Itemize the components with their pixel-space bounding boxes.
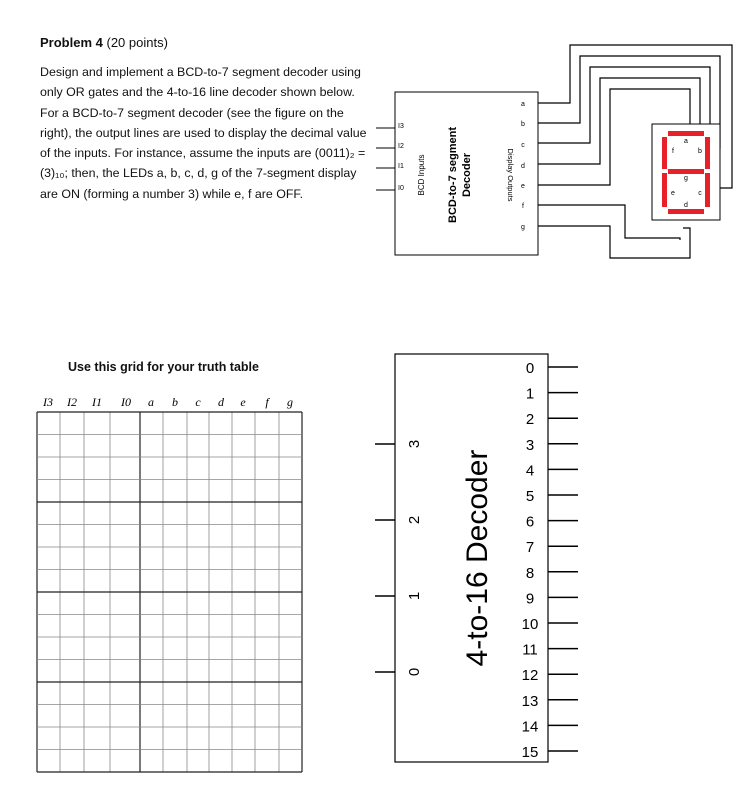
problem-points: (20 points) — [106, 35, 168, 50]
decoder-output-label-10: 10 — [521, 616, 539, 633]
decoder-input-1: 1 — [406, 591, 423, 601]
problem-heading: Problem 4 — [40, 35, 103, 50]
header-f: f — [265, 395, 269, 409]
segment-label-g: g — [684, 175, 688, 182]
header-d: d — [218, 395, 224, 409]
truth-table-headers — [42, 395, 293, 409]
decoder-output-label-14: 14 — [521, 718, 539, 736]
truth-table-gridlines — [37, 412, 302, 772]
header-i0: I0 — [121, 395, 131, 409]
bcd-output-pin-labels — [521, 101, 525, 231]
decoder-output-label-5: 5 — [525, 488, 535, 505]
bcd-out-g: g — [521, 224, 525, 231]
segment-a — [668, 131, 704, 136]
header-i3: I3 — [43, 395, 53, 409]
segment-d — [668, 209, 704, 214]
decoder-outputs — [522, 360, 578, 761]
header-c: c — [195, 395, 201, 409]
bcd-out-f: f — [522, 203, 524, 210]
truth-table-caption: Use this grid for your truth table — [68, 360, 259, 374]
segment-label-f: f — [672, 148, 674, 155]
segment-e — [662, 173, 667, 207]
decoder-output-label-1: 1 — [525, 385, 535, 403]
decoder-output-label-7: 7 — [525, 539, 535, 557]
decoder-output-label-15: 15 — [521, 744, 539, 761]
decoder-input-labels — [406, 440, 423, 676]
bcd-pin-i2: I2 — [398, 143, 404, 150]
decoder-output-label-12: 12 — [521, 667, 539, 685]
bcd-out-a: a — [521, 101, 525, 108]
header-i2: I2 — [67, 395, 77, 409]
bcd-inputs-label: BCD Inputs — [417, 154, 426, 196]
decoder-output-label-2: 2 — [525, 411, 535, 429]
decoder-title: 4-to-16 Decoder — [461, 449, 494, 667]
decoder-input-3: 3 — [406, 439, 423, 449]
segment-label-a: a — [684, 138, 688, 145]
decoder-output-label-8: 8 — [525, 564, 535, 582]
bcd-out-b: b — [521, 121, 525, 128]
header-i1: I1 — [92, 395, 102, 409]
decoder-input-2: 2 — [406, 515, 423, 525]
bcd-pin-i3: I3 — [398, 123, 404, 130]
decoder-output-label-0: 0 — [525, 360, 535, 377]
decoder-output-label-13: 13 — [521, 692, 539, 710]
header-a: a — [148, 395, 154, 409]
segment-f — [662, 137, 667, 169]
decoder-output-label-3: 3 — [525, 436, 535, 454]
decoder-output-label-11: 11 — [522, 641, 538, 659]
segment-c — [705, 173, 710, 207]
header-g: g — [287, 395, 293, 409]
header-b: b — [172, 395, 178, 409]
bcd-block-title: BCD-to-7 segment — [447, 127, 459, 223]
bcd-out-c: c — [521, 142, 525, 149]
bcd-pin-i0: I0 — [398, 185, 404, 192]
header-e: e — [240, 395, 246, 409]
decoder-input-lines — [375, 444, 395, 672]
bcd-block-subtitle: Decoder — [461, 152, 473, 198]
segment-label-b: b — [698, 148, 702, 155]
segment-b — [705, 137, 710, 169]
segment-label-d: d — [684, 202, 688, 209]
segment-g — [668, 169, 704, 174]
seven-segment-display — [652, 124, 720, 220]
decoder-output-label-9: 9 — [525, 590, 535, 608]
decoder-output-label-6: 6 — [525, 513, 535, 531]
decoder-input-0: 0 — [406, 667, 423, 677]
problem-description: Design and implement a BCD-to-7 segment decoder using only OR gates and the 4-to-16 line decoder shown below. For a BCD-to-7 segment decoder (see the figure on the right), the output lines are used to display the decimal value of the inputs. For instance, assume the inputs are (0011)₂ = (3)₁₀; then, the LEDs a, b, c, d, g of the 7-segment display are ON (forming a number 3) while e, f are OFF. — [40, 65, 367, 201]
bcd-pin-i1: I1 — [398, 163, 404, 170]
display-outputs-label: Display Outputs — [506, 148, 515, 202]
segment-label-e: e — [671, 190, 675, 197]
segment-label-c: c — [698, 190, 702, 197]
decoder-output-label-4: 4 — [525, 462, 535, 480]
bcd-out-d: d — [521, 163, 525, 170]
bcd-input-pin-labels — [398, 123, 404, 192]
truth-table — [37, 395, 302, 772]
decoder-4to16 — [375, 354, 578, 762]
bcd-out-e: e — [521, 183, 525, 190]
